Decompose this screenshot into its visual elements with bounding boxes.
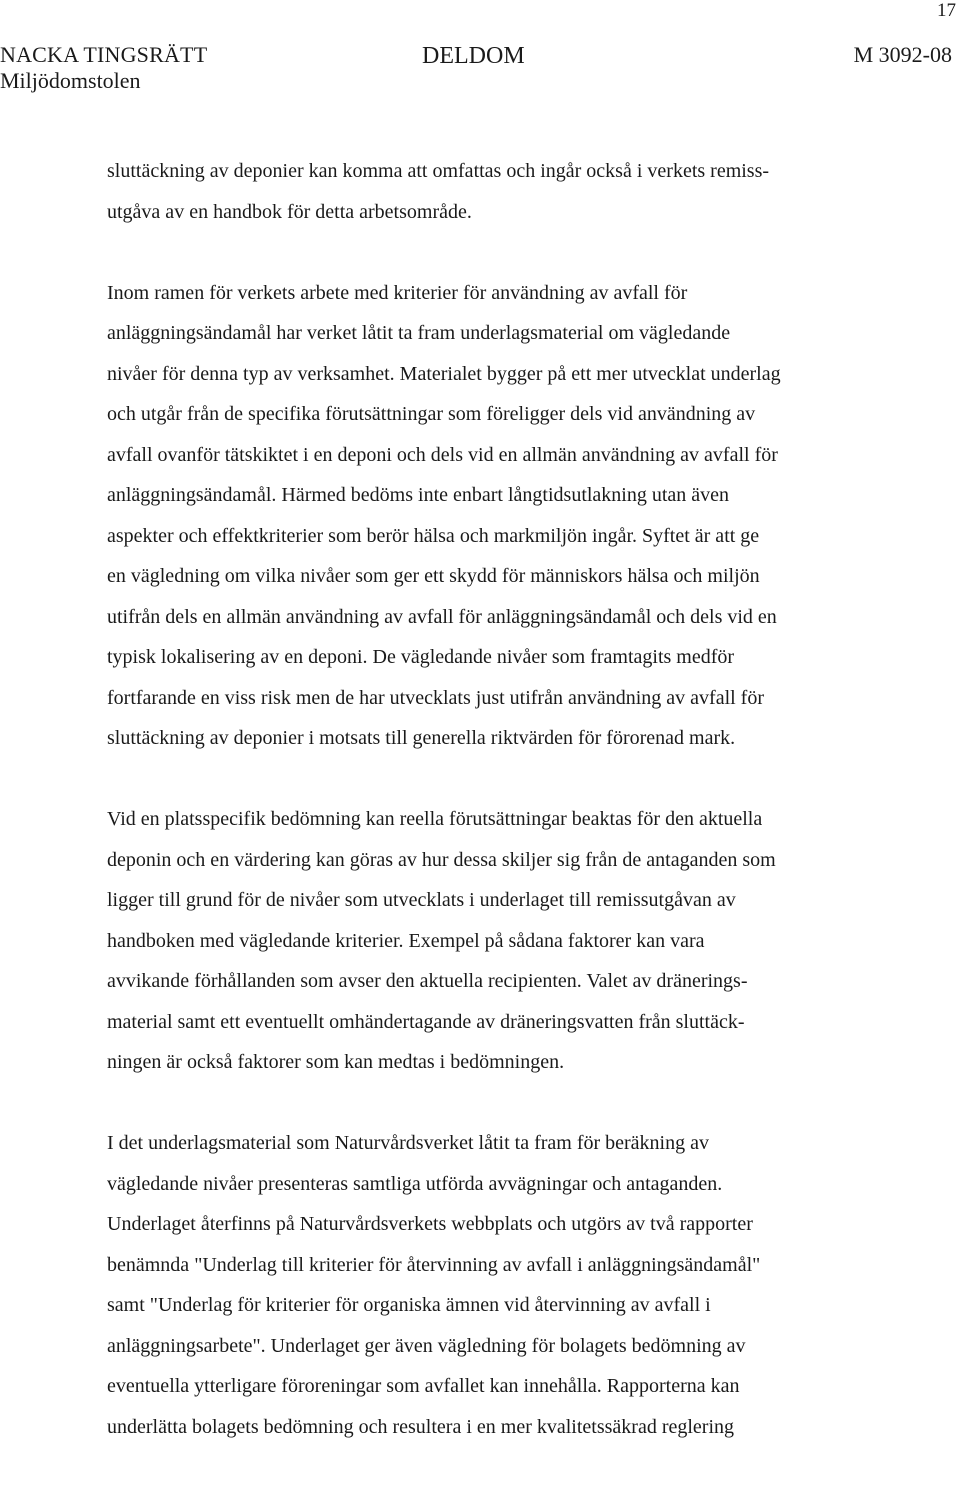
text-line: samt "Underlag för kriterier för organiska ämnen vid återvinning av avfall i [107,1294,711,1316]
text-line: handboken med vägledande kriterier. Exempel på sådana faktorer kan vara [107,929,705,952]
court-division: Miljödomstolen [0,68,141,93]
text-line: och utgår från de specifika förutsättningar som föreligger dels vid användning av [107,403,756,425]
text-line: eventuella ytterligare föroreningar som avfallet kan innehålla. Rapporterna kan [107,1375,740,1397]
text-line: typisk lokalisering av en deponi. De vägledande nivåer som framtagits medför [107,646,735,668]
text-line: ligger till grund för de nivåer som utvecklats i underlaget till remissutgåvan av [107,889,736,911]
court-name: NACKA TINGSRÄTT [0,42,208,67]
text-line: anläggningsändamål har verket låtit ta fram underlagsmaterial om vägledande [107,322,731,344]
text-line: sluttäckning av deponier kan komma att omfattas och ingår också i verkets remiss- [107,160,770,182]
text-line: utifrån dels en allmän användning av avfall för anläggningsändamål och dels vid en [107,605,777,628]
text-line: sluttäckning av deponier i motsats till generella riktvärden för förorenad mark. [107,727,736,749]
document-type: DELDOM [422,43,525,69]
text-line: avvikande förhållanden som avser den aktuella recipienten. Valet av dränerings- [107,970,748,992]
text-line: utgåva av en handbok för detta arbetsområde. [107,200,472,223]
text-line: vägledande nivåer presenteras samtliga utförda avvägningar och antaganden. [107,1172,723,1195]
paragraph [107,799,907,1083]
case-number: M 3092-08 [853,42,952,67]
text-line: Vid en platsspecifik bedömning kan reella förutsättningar beaktas för den aktuella [107,808,763,830]
text-line: avfall ovanför tätskiktet i en deponi och dels vid en allmän användning av avfall för [107,443,778,466]
text-line: ningen är också faktorer som kan medtas i bedömningen. [107,1051,565,1073]
text-line: underlätta bolagets bedömning och resultera i en mer kvalitetssäkrad reglering [107,1415,735,1438]
text-line: deponin och en värdering kan göras av hur dessa skiljer sig från de antaganden som [107,848,776,871]
page-number: 17 [937,0,956,21]
paragraph [107,273,907,759]
text-line: benämnda "Underlag till kriterier för återvinning av avfall i anläggningsändamål" [107,1253,761,1276]
text-line: anläggningsändamål. Härmed bedöms inte enbart långtidsutlakning utan även [107,484,730,506]
document-body [107,151,907,1488]
text-line: en vägledning om vilka nivåer som ger ett skydd för människors hälsa och miljön [107,565,760,587]
paragraph [107,151,907,232]
text-line: aspekter och effektkriterier som berör hälsa och markmiljön ingår. Syftet är att ge [107,524,760,547]
text-line: nivåer för denna typ av verksamhet. Materialet bygger på ett mer utvecklat underlag [107,362,781,385]
text-line: I det underlagsmaterial som Naturvårdsverket låtit ta fram för beräkning av [107,1132,709,1154]
text-line: anläggningsarbete". Underlaget ger även vägledning för bolagets bedömning av [107,1334,746,1357]
text-line: material samt ett eventuellt omhändertagande av dräneringsvatten från sluttäck- [107,1010,745,1033]
text-line: fortfarande en viss risk men de har utvecklats just utifrån användning av avfall för [107,686,765,709]
paragraph [107,1123,907,1447]
text-line: Underlaget återfinns på Naturvårdsverkets webbplats och utgörs av två rapporter [107,1213,753,1235]
text-line: Inom ramen för verkets arbete med kriterier för användning av avfall för [107,281,688,304]
document-header [0,40,960,100]
